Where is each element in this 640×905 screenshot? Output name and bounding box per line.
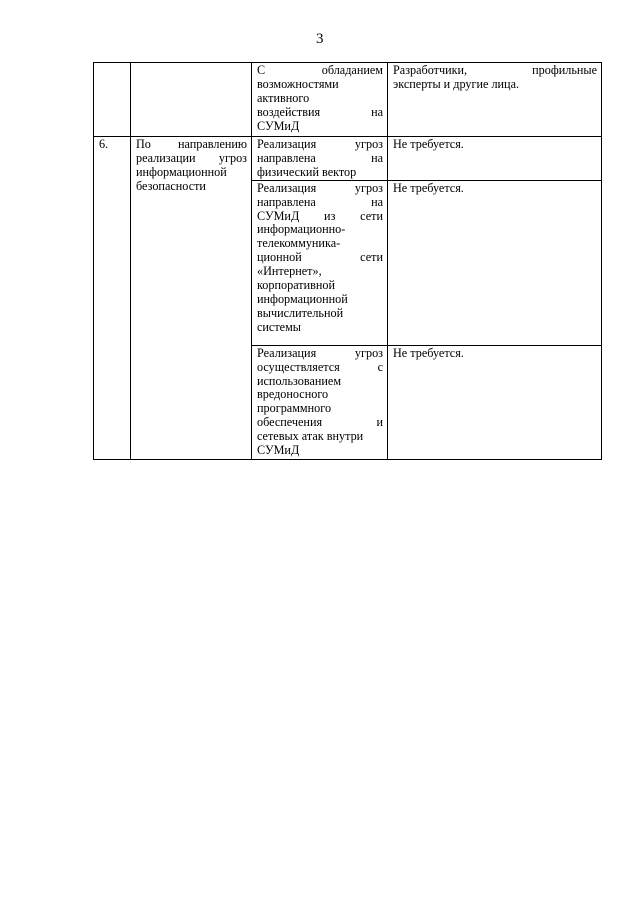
actors-text: Не требуется. xyxy=(393,137,464,151)
text-line xyxy=(257,210,383,224)
actors-cell xyxy=(388,63,602,137)
text-word: сети xyxy=(360,250,383,265)
description-cell xyxy=(252,180,388,345)
text-word: Реализация xyxy=(257,137,317,151)
text-line: эксперты и другие лица. xyxy=(393,76,520,91)
actors-text: Не требуется. xyxy=(393,345,464,360)
text-word: По xyxy=(136,137,151,151)
text-word: направлению xyxy=(177,137,247,151)
text-word: из xyxy=(324,208,336,223)
actors-text: Не требуется. xyxy=(393,180,464,195)
table-row xyxy=(94,137,602,181)
text-word: на xyxy=(371,150,383,165)
text-word: осуществляется xyxy=(257,359,340,374)
text-word: обладанием xyxy=(321,63,383,77)
text-line xyxy=(257,251,383,265)
actors-cell xyxy=(388,137,602,181)
text-word: направлена xyxy=(257,150,316,165)
text-word: на xyxy=(371,194,383,209)
text-word: ционной xyxy=(257,250,302,265)
criterion-cell xyxy=(131,63,252,137)
text-word: СУМиД xyxy=(257,208,300,223)
text-word: воздействия xyxy=(257,104,321,119)
text-line: программного xyxy=(257,401,332,416)
table-row xyxy=(94,63,602,137)
actors-cell xyxy=(388,345,602,459)
text-line: вредоносного xyxy=(257,387,329,402)
text-line xyxy=(257,106,383,120)
text-line xyxy=(393,64,597,78)
threat-classification-table xyxy=(93,62,602,460)
text-line: СУМиД xyxy=(257,118,300,133)
text-line: информационно- xyxy=(257,222,346,237)
text-line xyxy=(257,347,383,361)
description-cell xyxy=(252,345,388,459)
text-line: сетевых атак внутри xyxy=(257,429,364,444)
text-word: на xyxy=(371,104,383,119)
text-line xyxy=(257,64,383,78)
text-line xyxy=(257,416,383,430)
text-word: угроз xyxy=(218,150,247,165)
text-word: угроз xyxy=(354,180,383,195)
text-line: безопасности xyxy=(136,178,206,193)
text-line: физический вектор xyxy=(257,164,357,179)
text-word: направлена xyxy=(257,194,316,209)
text-word: профильные xyxy=(532,63,597,77)
description-cell xyxy=(252,63,388,137)
criterion-cell xyxy=(131,137,252,460)
text-word: обеспечения xyxy=(257,415,323,430)
text-word: С xyxy=(257,63,266,77)
row-number-cell xyxy=(94,63,131,137)
text-word: Реализация xyxy=(257,345,317,360)
text-line: корпоративной xyxy=(257,278,336,293)
text-line xyxy=(257,196,383,210)
text-word: сети xyxy=(360,208,383,223)
text-line: возможностями xyxy=(257,76,339,91)
text-line: системы xyxy=(257,319,301,334)
text-line xyxy=(136,138,247,152)
text-line: вычислительной xyxy=(257,305,344,320)
text-line xyxy=(257,138,383,152)
text-line xyxy=(257,182,383,196)
description-cell xyxy=(252,137,388,181)
text-line: информационной xyxy=(257,291,348,306)
text-line: СУМиД xyxy=(257,443,300,458)
page-number: 3 xyxy=(316,31,324,47)
text-line: информационной xyxy=(136,164,227,179)
text-line: «Интернет», xyxy=(257,264,322,279)
text-line xyxy=(136,152,247,166)
text-word: и xyxy=(376,415,383,430)
text-word: реализации xyxy=(136,150,196,165)
text-word: с xyxy=(377,359,383,374)
text-line: активного xyxy=(257,90,310,105)
text-word: угроз xyxy=(354,137,383,151)
text-line xyxy=(257,361,383,375)
text-line: телекоммуника- xyxy=(257,236,341,251)
text-line xyxy=(257,152,383,166)
text-word: Разработчики, xyxy=(393,63,468,77)
actors-cell xyxy=(388,180,602,345)
row-number-cell: 6. xyxy=(94,137,131,460)
text-line: использованием xyxy=(257,373,342,388)
text-word: Реализация xyxy=(257,180,317,195)
text-word: угроз xyxy=(354,345,383,360)
